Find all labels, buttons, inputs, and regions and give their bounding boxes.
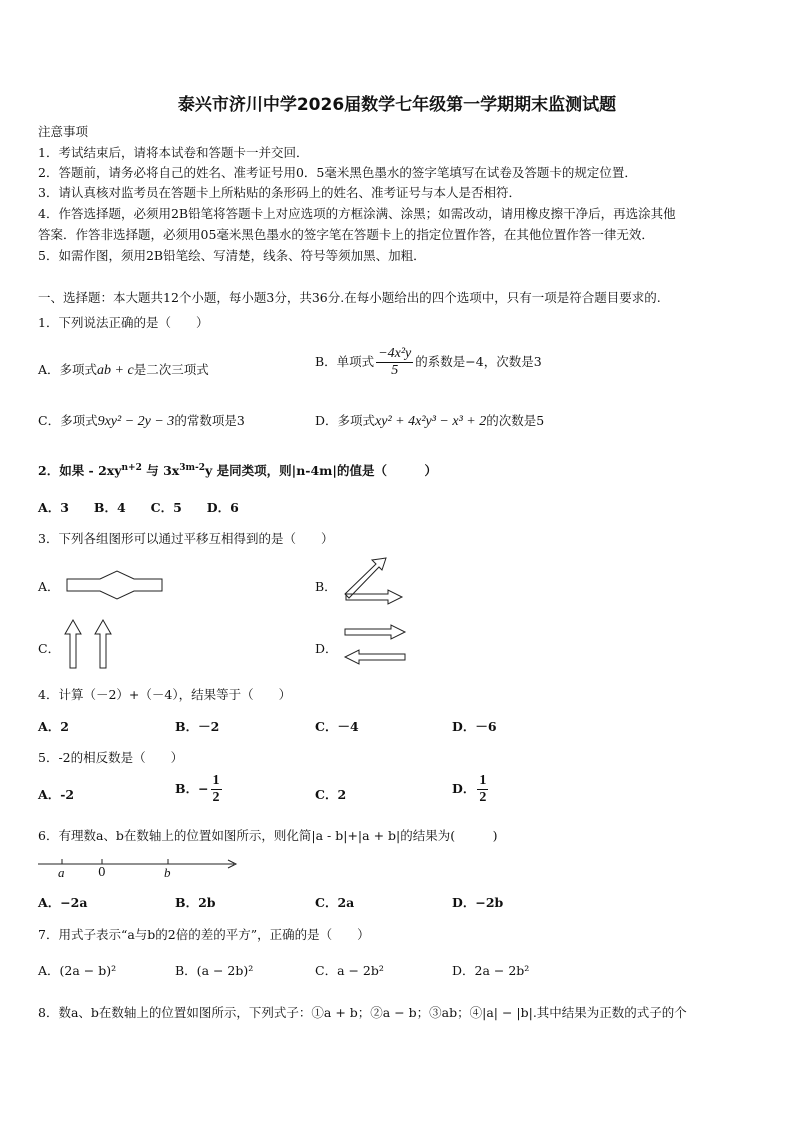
number-line-label-0: 0 bbox=[98, 865, 106, 879]
question-3-option-b: B． bbox=[315, 579, 337, 594]
arrows-figure-a bbox=[62, 570, 168, 600]
question-5-option-a: A．-2 bbox=[38, 787, 75, 802]
notice-item: 2．答题前，请务必将自己的姓名、准考证号用0．5毫米黑色墨水的签字笔填写在试卷及答题卡的规定位置． bbox=[38, 165, 637, 180]
question-6-option-c: C．2a bbox=[315, 895, 355, 910]
question-3-stem: 3．下列各组图形可以通过平移互相得到的是（ ） bbox=[38, 531, 334, 546]
question-7-option-c: C．a − 2b² bbox=[315, 963, 384, 978]
question-4-stem: 4．计算（－2）+（－4），结果等于（ ） bbox=[38, 687, 292, 702]
question-8-stem: 8．数a、b在数轴上的位置如图所示，下列式子：①a + b；②a − b；③ab；④|a| − |b|.其中结果为正数的式子的个 bbox=[38, 1005, 687, 1020]
question-1-option-c: C．多项式9xy² − 2y − 3的常数项是3 bbox=[38, 413, 245, 429]
question-1-option-d: D．多项式xy² + 4x²y³ − x³ + 2的次数是5 bbox=[315, 413, 545, 429]
question-4-option-b: B．－2 bbox=[175, 719, 220, 734]
question-3-option-d: D． bbox=[315, 641, 338, 656]
question-5-option-b: B．− $\frac{1}{2}$ bbox=[175, 773, 220, 805]
notice-item: 答案．作答非选择题，必须用05毫米黑色墨水的签字笔在答题卡上的指定位置作答，在其他位置作答一律无效． bbox=[38, 227, 654, 242]
question-1-stem: 1．下列说法正确的是（ ） bbox=[38, 315, 209, 330]
number-line-label-a: a bbox=[58, 865, 65, 880]
question-7-stem: 7．用式子表示“a与b的2倍的差的平方”，正确的是（ ） bbox=[38, 927, 370, 942]
question-6-option-a: A．−2a bbox=[38, 895, 88, 910]
question-4-option-a: A．2 bbox=[38, 719, 69, 734]
section-heading: 一、选择题：本大题共12个小题，每小题3分，共36分.在每小题给出的四个选项中，只有一项是符合题目要求的. bbox=[38, 290, 661, 305]
notice-heading: 注意事项 bbox=[38, 124, 89, 139]
number-line-label-b: b bbox=[164, 865, 171, 880]
notice-item: 5．如需作图，须用2B铅笔绘、写清楚，线条、符号等须加黑、加粗． bbox=[38, 248, 426, 263]
question-6-option-b: B．2b bbox=[175, 895, 216, 910]
arrows-figure-b bbox=[340, 556, 406, 608]
question-6-stem: 6．有理数a、b在数轴上的位置如图所示，则化简|a - b|+|a + b|的结果为( ) bbox=[38, 828, 498, 843]
page-title: 泰兴市济川中学2026届数学七年级第一学期期末监测试题 bbox=[177, 95, 617, 115]
notice-item: 4．作答选择题，必须用2B铅笔将答题卡上对应选项的方框涂满、涂黑；如需改动，请用橡皮擦干净后，再选涂其他 bbox=[38, 206, 676, 221]
question-6-option-d: D．−2b bbox=[452, 895, 504, 910]
question-7-option-b: B．(a − 2b)² bbox=[175, 963, 254, 978]
number-line bbox=[36, 856, 246, 886]
question-5-stem: 5．-2的相反数是（ ） bbox=[38, 750, 184, 765]
question-2-options: A．3 B．4 C．5 D．6 bbox=[38, 500, 239, 515]
question-1-option-a: A．多项式ab + c是二次三项式 bbox=[38, 362, 209, 378]
question-4-option-d: D．－6 bbox=[452, 719, 497, 734]
question-1-option-b: B．单项式 $\frac{\text{−4x²y}}{5}$ 的系数是−4，次数是3 bbox=[315, 346, 542, 378]
question-5-option-c: C．2 bbox=[315, 787, 347, 802]
question-3-option-a: A． bbox=[38, 579, 60, 594]
question-5-option-d: D． $\frac{1}{2}$ bbox=[452, 773, 487, 805]
arrows-figure-d bbox=[342, 622, 408, 668]
question-7-option-a: A．(2a − b)² bbox=[38, 963, 117, 978]
question-2-stem: 2．如果 - $2xy^{n+2}$ 与 $3x^{3m-2}y$ 是同类项，则|n-4m|的值是（ ） bbox=[38, 462, 437, 478]
question-4-option-c: C．－4 bbox=[315, 719, 359, 734]
notice-item: 3．请认真核对监考员在答题卡上所粘贴的条形码上的姓名、准考证号与本人是否相符． bbox=[38, 185, 521, 200]
arrows-figure-c bbox=[62, 618, 122, 670]
question-3-option-c: C． bbox=[38, 641, 61, 656]
question-7-option-d: D．2a − 2b² bbox=[452, 963, 530, 978]
notice-item: 1．考试结束后，请将本试卷和答题卡一并交回． bbox=[38, 145, 309, 160]
